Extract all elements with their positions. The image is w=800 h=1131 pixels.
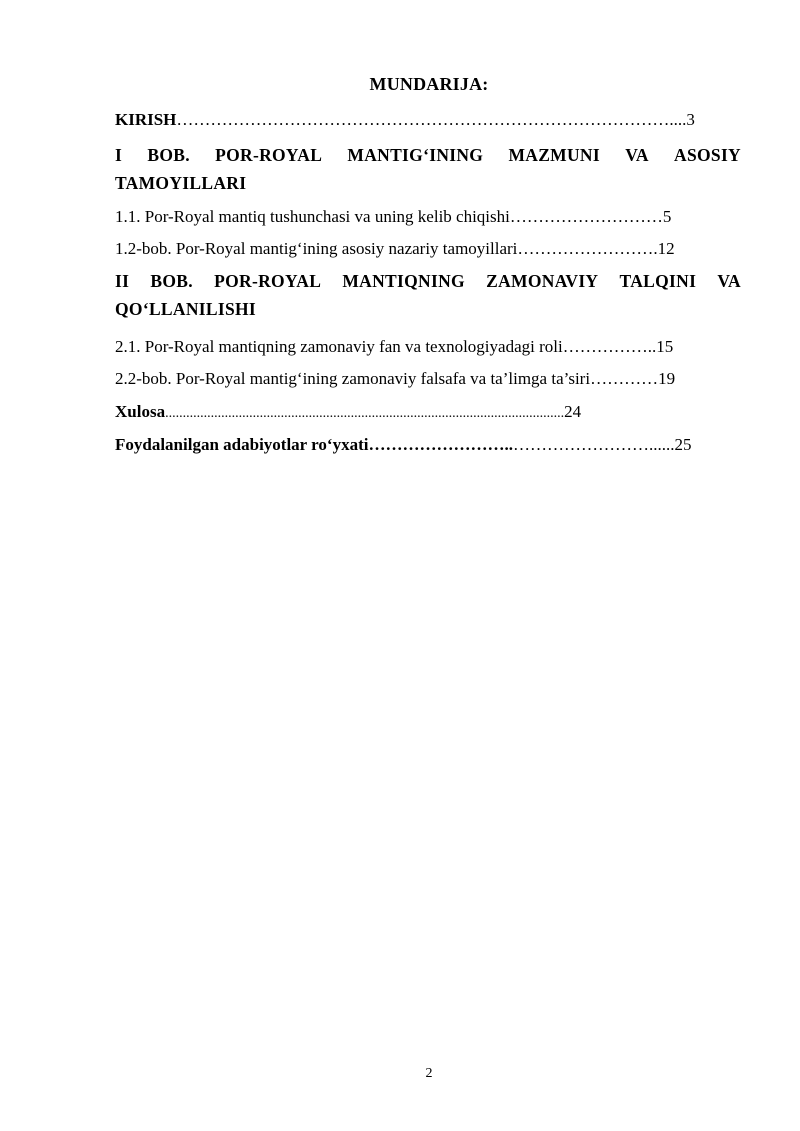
heading-word: TALQINI bbox=[619, 271, 697, 291]
heading-word: ZAMONAVIY bbox=[486, 271, 599, 291]
toc-leader: …………………….. bbox=[368, 435, 513, 454]
heading-word: MANTIQNING bbox=[342, 271, 465, 291]
toc-leader: ………… bbox=[590, 369, 659, 388]
heading-word: I bbox=[115, 145, 123, 165]
toc-page-number: 5 bbox=[662, 207, 672, 226]
toc-entry-label: 2.1. Por-Royal mantiqning zamonaviy fan va texnologiyadagi roli bbox=[115, 337, 563, 356]
toc-page-number: 19 bbox=[658, 369, 676, 388]
heading-word: VA bbox=[717, 271, 741, 291]
chapter-heading-line-1 bbox=[115, 145, 741, 166]
toc-entry-label: 1.1. Por-Royal mantiq tushunchasi va uning kelib chiqishi bbox=[115, 207, 510, 226]
toc-page-number: 24 bbox=[564, 402, 582, 421]
toc-leader: .................................................................................................................. bbox=[165, 406, 565, 421]
heading-word: BOB. bbox=[150, 271, 193, 291]
heading-word: II bbox=[115, 271, 130, 291]
heading-word: BOB. bbox=[147, 145, 190, 165]
toc-entry-label: Foydalanilgan adabiyotlar ro‘yxati bbox=[115, 435, 369, 454]
toc-entry-section-2-1[interactable] bbox=[115, 337, 673, 357]
toc-chapter-1-heading[interactable] bbox=[115, 145, 741, 194]
toc-page-number: 15 bbox=[656, 337, 674, 356]
toc-entry-section-1-2[interactable] bbox=[115, 239, 675, 259]
chapter-heading-line-1 bbox=[115, 271, 741, 292]
heading-word: POR-ROYAL bbox=[214, 271, 322, 291]
toc-entry-label: 2.2-bob. Por-Royal mantig‘ining zamonaviy falsafa va ta’limga ta’siri bbox=[115, 369, 591, 388]
toc-leader: ……………………. bbox=[517, 239, 658, 258]
toc-page-number: 25 bbox=[674, 435, 692, 454]
toc-entry-label: Xulosa bbox=[115, 402, 166, 421]
toc-entry-references[interactable] bbox=[115, 435, 691, 455]
page-number: 2 bbox=[425, 1066, 433, 1081]
toc-page-number: 12 bbox=[657, 239, 675, 258]
chapter-heading-line-2: TAMOYILLARI bbox=[115, 173, 247, 193]
heading-word: MAZMUNI bbox=[508, 145, 600, 165]
toc-leader: ……………………...... bbox=[512, 435, 675, 454]
toc-leader: ……………………… bbox=[509, 207, 663, 226]
heading-word: MANTIG‘INING bbox=[347, 145, 484, 165]
toc-entry-intro[interactable] bbox=[115, 110, 695, 130]
toc-entry-section-2-2[interactable] bbox=[115, 369, 675, 389]
toc-entry-label: KIRISH bbox=[115, 110, 177, 129]
toc-page-number: 3 bbox=[686, 110, 695, 129]
toc-leader: …………………………………………………………………………….... bbox=[176, 110, 687, 129]
toc-entry-label: 1.2-bob. Por-Royal mantig‘ining asosiy nazariy tamoyillari bbox=[115, 239, 518, 258]
heading-word: POR-ROYAL bbox=[215, 145, 323, 165]
heading-word: VA bbox=[625, 145, 649, 165]
toc-leader: …………….. bbox=[562, 337, 657, 356]
chapter-heading-line-2: QO‘LLANILISHI bbox=[115, 299, 257, 319]
toc-title: MUNDARIJA: bbox=[369, 74, 489, 94]
toc-entry-conclusion[interactable] bbox=[115, 402, 581, 422]
heading-word: ASOSIY bbox=[674, 145, 741, 165]
toc-chapter-2-heading[interactable] bbox=[115, 271, 741, 320]
toc-entry-section-1-1[interactable] bbox=[115, 207, 671, 227]
